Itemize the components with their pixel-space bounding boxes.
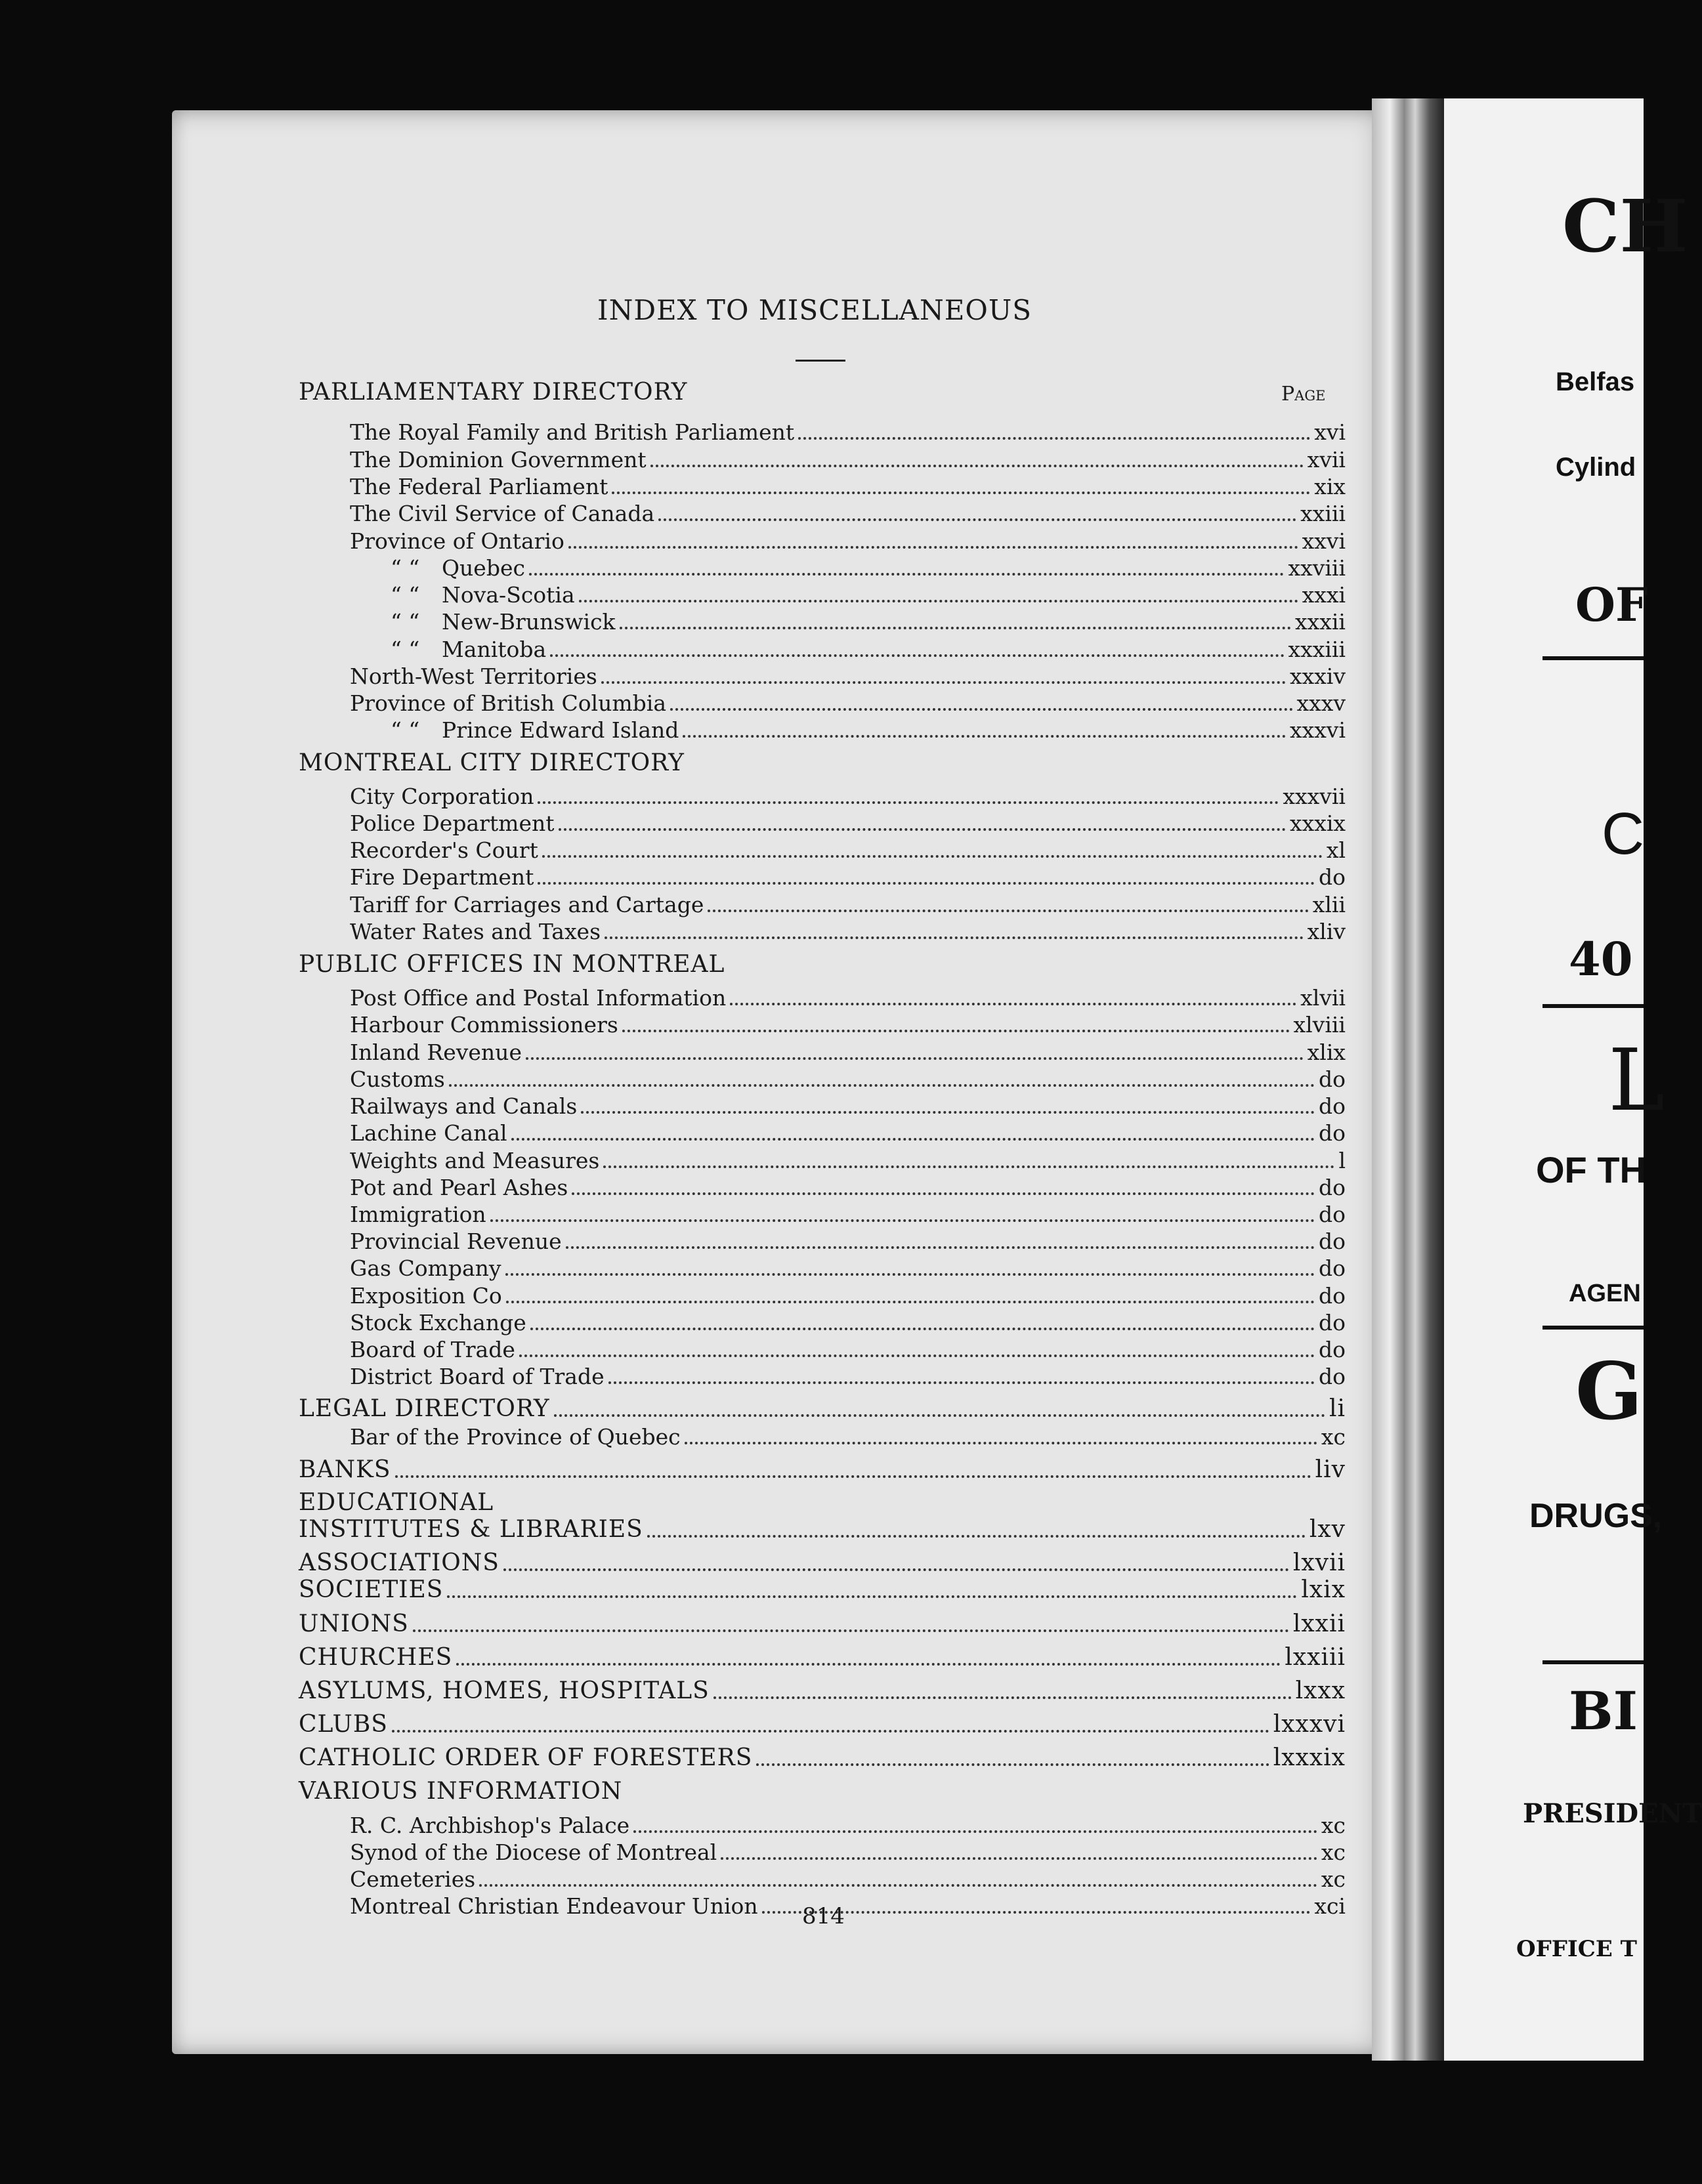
- index-entry: [350, 984, 1346, 1011]
- entry-page: l: [1338, 1148, 1346, 1173]
- entry-label: VARIOUS INFORMATION: [299, 1778, 623, 1805]
- entry-page: xvi: [1314, 419, 1346, 445]
- entry-label: Tariff for Carriages and Cartage: [350, 892, 704, 917]
- index-entry: [350, 1309, 1346, 1335]
- adjacent-line: PRESIDENT: [1523, 1798, 1702, 1829]
- entry-page: xl: [1326, 837, 1346, 863]
- index-entry: [350, 1201, 1346, 1227]
- leader-dots: [620, 627, 1291, 629]
- entry-page: xxiii: [1300, 501, 1346, 526]
- index-entry: [350, 1839, 1346, 1865]
- adjacent-line: CH: [1562, 184, 1688, 268]
- entry-page: xc: [1321, 1424, 1346, 1450]
- index-entry-major: [299, 1517, 1346, 1543]
- book-gutter: [1372, 98, 1444, 2061]
- index-entry: [350, 864, 1346, 890]
- entry-label: Bar of the Province of Quebec: [350, 1424, 681, 1450]
- leader-dots: [392, 1730, 1269, 1732]
- leader-dots: [526, 1057, 1304, 1060]
- title-rule: [796, 360, 845, 362]
- page-number: 814: [802, 1903, 845, 1929]
- leader-dots: [447, 1595, 1297, 1598]
- adjacent-line: AGEN: [1569, 1280, 1641, 1307]
- entry-page: li: [1329, 1395, 1346, 1422]
- adjacent-line: G: [1575, 1345, 1643, 1438]
- entry-label: Recorder's Court: [350, 837, 538, 863]
- leader-dots: [559, 828, 1286, 831]
- entry-page: lxxii: [1292, 1610, 1346, 1637]
- leader-dots: [633, 1830, 1317, 1833]
- entry-page: do: [1319, 1066, 1346, 1092]
- entry-label: Post Office and Postal Information: [350, 985, 727, 1011]
- index-entry: [350, 690, 1346, 716]
- index-entry: [350, 918, 1346, 944]
- adjacent-rule: [1542, 1326, 1644, 1330]
- entry-label: Montreal Christian Endeavour Union: [350, 1893, 758, 1919]
- page-title: INDEX TO MISCELLANEOUS: [597, 294, 1032, 326]
- leader-dots: [798, 437, 1310, 440]
- entry-label: LEGAL DIRECTORY: [299, 1395, 550, 1422]
- entry-label: Manitoba: [442, 637, 547, 662]
- entry-label: UNIONS: [299, 1610, 409, 1637]
- index-entry-major: [299, 1396, 1346, 1422]
- entry-label: PUBLIC OFFICES IN MONTREAL: [299, 951, 725, 978]
- entry-label: Province of Ontario: [350, 528, 564, 554]
- index-entry: [350, 810, 1346, 836]
- leader-dots: [579, 600, 1298, 602]
- index-entry: [391, 608, 1346, 635]
- entry-page: do: [1319, 1310, 1346, 1335]
- adjacent-line: C: [1602, 801, 1644, 867]
- index-entry: [350, 1120, 1346, 1146]
- leader-dots: [503, 1568, 1289, 1571]
- entry-label: Stock Exchange: [350, 1310, 526, 1335]
- index-entry: [350, 419, 1346, 445]
- adjacent-rule: [1542, 1660, 1644, 1664]
- index-entry-major: [299, 1611, 1346, 1637]
- leader-dots: [413, 1629, 1289, 1632]
- leader-dots: [605, 936, 1304, 939]
- leader-dots: [511, 1138, 1315, 1141]
- leader-dots: [490, 1219, 1315, 1222]
- ditto-mark: “ “: [391, 717, 420, 743]
- entry-label: The Royal Family and British Parliament: [350, 419, 795, 445]
- leader-dots: [566, 1246, 1315, 1249]
- entry-label: Quebec: [442, 555, 525, 581]
- index-entry-major: [299, 1645, 1346, 1671]
- entry-label: Prince Edward Island: [442, 717, 679, 743]
- entry-page: do: [1319, 1175, 1346, 1200]
- leader-dots: [479, 1884, 1317, 1887]
- index-entry: [350, 446, 1346, 472]
- entry-label: BANKS: [299, 1456, 391, 1483]
- entry-label: EDUCATIONAL: [299, 1489, 494, 1516]
- index-entry-major: [299, 1550, 1346, 1576]
- entry-page: do: [1319, 864, 1346, 890]
- leader-dots: [650, 465, 1304, 467]
- leader-dots: [530, 1328, 1315, 1330]
- section-header: [299, 379, 687, 406]
- entry-page: do: [1319, 1283, 1346, 1309]
- index-entry: [350, 837, 1346, 863]
- leader-dots: [756, 1763, 1269, 1766]
- entry-label: Cemeteries: [350, 1866, 476, 1892]
- leader-dots: [612, 492, 1310, 494]
- leader-dots: [683, 735, 1286, 738]
- entry-label: Province of British Columbia: [350, 690, 667, 716]
- leader-dots: [505, 1273, 1315, 1276]
- entry-page: xliv: [1307, 919, 1346, 944]
- entry-label: Nova-Scotia: [442, 582, 575, 608]
- entry-label: District Board of Trade: [350, 1364, 605, 1389]
- entry-label: The Civil Service of Canada: [350, 501, 655, 526]
- entry-page: do: [1319, 1364, 1346, 1389]
- entry-page: lxxiii: [1285, 1644, 1346, 1671]
- leader-dots: [572, 1192, 1315, 1195]
- adjacent-line: 40: [1569, 932, 1633, 986]
- entry-label: The Dominion Government: [350, 447, 647, 472]
- entry-page: do: [1319, 1202, 1346, 1227]
- section-header: [299, 952, 725, 978]
- index-entry-major: [299, 1745, 1346, 1771]
- entry-page: lxxxix: [1273, 1744, 1346, 1771]
- entry-label: Harbour Commissioners: [350, 1012, 618, 1038]
- entry-page: xc: [1321, 1866, 1346, 1892]
- index-entry: [350, 891, 1346, 917]
- index-entry: [350, 1147, 1346, 1173]
- entry-page: xc: [1321, 1813, 1346, 1838]
- leader-dots: [538, 882, 1315, 885]
- adjacent-rule: [1542, 1004, 1644, 1008]
- adjacent-line: OFFICE T: [1516, 1936, 1637, 1962]
- index-entry-major: [299, 1712, 1346, 1738]
- leader-dots: [658, 518, 1296, 521]
- index-entry: [350, 1228, 1346, 1254]
- entry-label: City Corporation: [350, 784, 534, 809]
- leader-dots: [603, 1166, 1334, 1168]
- entry-page: xci: [1314, 1893, 1346, 1919]
- entry-page: liv: [1315, 1456, 1346, 1483]
- leader-dots: [622, 1030, 1290, 1032]
- entry-page: xix: [1314, 474, 1346, 499]
- entry-label: Lachine Canal: [350, 1120, 507, 1146]
- index-entry: [350, 663, 1346, 689]
- index-entry: [391, 717, 1346, 743]
- index-entry-major: [299, 1678, 1346, 1704]
- leader-dots: [542, 855, 1323, 858]
- book-page-right: [1444, 98, 1702, 2061]
- section-header: [299, 1490, 494, 1516]
- entry-label: PARLIAMENTARY DIRECTORY: [299, 379, 688, 406]
- ditto-mark: “ “: [391, 582, 420, 608]
- leader-dots: [519, 1354, 1315, 1357]
- entry-label: R. C. Archbishop's Palace: [350, 1813, 630, 1838]
- entry-page: xxvi: [1302, 528, 1346, 554]
- entry-label: Customs: [350, 1066, 445, 1092]
- ditto-mark: “ “: [391, 555, 420, 581]
- index-entry: [391, 555, 1346, 581]
- leader-dots: [721, 1857, 1317, 1860]
- leader-dots: [608, 1381, 1315, 1384]
- index-entry: [350, 1066, 1346, 1092]
- adjacent-rule: [1542, 656, 1644, 660]
- index-entry: [350, 1866, 1346, 1892]
- index-entry: [350, 1363, 1346, 1389]
- section-header: [299, 1778, 622, 1805]
- index-entry-major: [299, 1577, 1346, 1603]
- entry-page: do: [1319, 1120, 1346, 1146]
- entry-page: xxxiii: [1288, 637, 1346, 662]
- entry-page: xxxiv: [1289, 663, 1346, 689]
- index-entry: [350, 1812, 1346, 1838]
- adjacent-line: DRUGS,: [1529, 1497, 1663, 1535]
- entry-label: New-Brunswick: [442, 609, 616, 635]
- leader-dots: [395, 1475, 1311, 1478]
- leader-dots: [550, 654, 1284, 657]
- entry-label: Weights and Measures: [350, 1148, 600, 1173]
- entry-page: do: [1319, 1093, 1346, 1119]
- ditto-mark: “ “: [391, 609, 420, 635]
- entry-label: Immigration: [350, 1202, 486, 1227]
- entry-page: xxxii: [1295, 609, 1346, 635]
- entry-page: lxix: [1301, 1576, 1346, 1603]
- adjacent-line: OF: [1575, 578, 1648, 632]
- entry-page: lxxx: [1295, 1677, 1346, 1704]
- leader-dots: [685, 1442, 1317, 1444]
- index-entry: [350, 1336, 1346, 1362]
- leader-dots: [529, 573, 1284, 576]
- entry-label: The Federal Parliament: [350, 474, 608, 499]
- adjacent-line: Belfas: [1556, 368, 1635, 396]
- entry-label: ASYLUMS, HOMES, HOSPITALS: [299, 1677, 710, 1704]
- leader-dots: [581, 1111, 1315, 1114]
- leader-dots: [568, 546, 1298, 549]
- index-entry-major: [299, 1457, 1346, 1483]
- entry-page: xxxix: [1290, 810, 1346, 836]
- index-entry: [350, 1893, 1346, 1919]
- entry-page: do: [1319, 1255, 1346, 1281]
- entry-label: Provincial Revenue: [350, 1228, 562, 1254]
- leader-dots: [554, 1414, 1325, 1417]
- index-entry: [350, 473, 1346, 499]
- adjacent-line: L: [1608, 1030, 1665, 1130]
- index-entry: [350, 1039, 1346, 1065]
- index-entry: [350, 1255, 1346, 1281]
- adjacent-line: Cylind: [1556, 453, 1636, 482]
- index-entry: [350, 1093, 1346, 1119]
- entry-page: xxxv: [1296, 690, 1346, 716]
- page-column-header: Page: [1281, 383, 1326, 406]
- entry-page: xlvii: [1300, 985, 1346, 1011]
- entry-label: SOCIETIES: [299, 1576, 444, 1603]
- leader-dots: [449, 1084, 1315, 1087]
- entry-label: Gas Company: [350, 1255, 501, 1281]
- leader-dots: [708, 910, 1308, 912]
- index-entry: [350, 1174, 1346, 1200]
- leader-dots: [713, 1696, 1292, 1699]
- index-entry: [350, 1011, 1346, 1038]
- entry-page: do: [1319, 1337, 1346, 1362]
- leader-dots: [601, 681, 1286, 684]
- leader-dots: [647, 1535, 1306, 1538]
- entry-label: CLUBS: [299, 1711, 388, 1738]
- entry-page: lxvii: [1292, 1549, 1346, 1576]
- index-entry: [350, 783, 1346, 809]
- entry-label: INSTITUTES & LIBRARIES: [299, 1516, 643, 1543]
- entry-page: xxviii: [1288, 555, 1346, 581]
- leader-dots: [670, 708, 1293, 711]
- entry-label: North-West Territories: [350, 663, 597, 689]
- entry-page: xlviii: [1293, 1012, 1346, 1038]
- entry-label: MONTREAL CITY DIRECTORY: [299, 749, 685, 776]
- entry-page: xc: [1321, 1839, 1346, 1865]
- entry-label: Police Department: [350, 810, 555, 836]
- entry-label: Railways and Canals: [350, 1093, 578, 1119]
- entry-label: ASSOCIATIONS: [299, 1549, 500, 1576]
- index-entry: [350, 500, 1346, 526]
- entry-label: Synod of the Diocese of Montreal: [350, 1839, 717, 1865]
- entry-label: Pot and Pearl Ashes: [350, 1175, 568, 1200]
- entry-page: do: [1319, 1228, 1346, 1254]
- leader-dots: [538, 801, 1279, 804]
- entry-page: xxxvii: [1283, 784, 1346, 809]
- entry-label: Fire Department: [350, 864, 534, 890]
- entry-page: lxxxvi: [1273, 1711, 1346, 1738]
- entry-page: xxxvi: [1289, 717, 1346, 743]
- entry-label: Inland Revenue: [350, 1040, 522, 1065]
- entry-label: CATHOLIC ORDER OF FORESTERS: [299, 1744, 753, 1771]
- leader-dots: [730, 1003, 1296, 1005]
- entry-label: Board of Trade: [350, 1337, 515, 1362]
- leader-dots: [506, 1301, 1315, 1303]
- index-entry: [391, 581, 1346, 608]
- entry-page: xlix: [1307, 1040, 1346, 1065]
- ditto-mark: “ “: [391, 637, 420, 662]
- section-header: [299, 750, 685, 776]
- index-entry: [350, 1423, 1346, 1450]
- entry-label: Water Rates and Taxes: [350, 919, 601, 944]
- adjacent-line: BI: [1569, 1680, 1638, 1742]
- leader-dots: [456, 1663, 1281, 1666]
- index-entry: [350, 528, 1346, 554]
- entry-page: lxv: [1309, 1516, 1346, 1543]
- adjacent-line: OF TH: [1536, 1149, 1646, 1190]
- entry-label: Exposition Co: [350, 1283, 502, 1309]
- index-entry: [391, 636, 1346, 662]
- index-entry: [350, 1282, 1346, 1309]
- entry-page: xxxi: [1302, 582, 1346, 608]
- entry-label: CHURCHES: [299, 1644, 453, 1671]
- entry-page: xlii: [1312, 892, 1346, 917]
- entry-page: xvii: [1307, 447, 1346, 472]
